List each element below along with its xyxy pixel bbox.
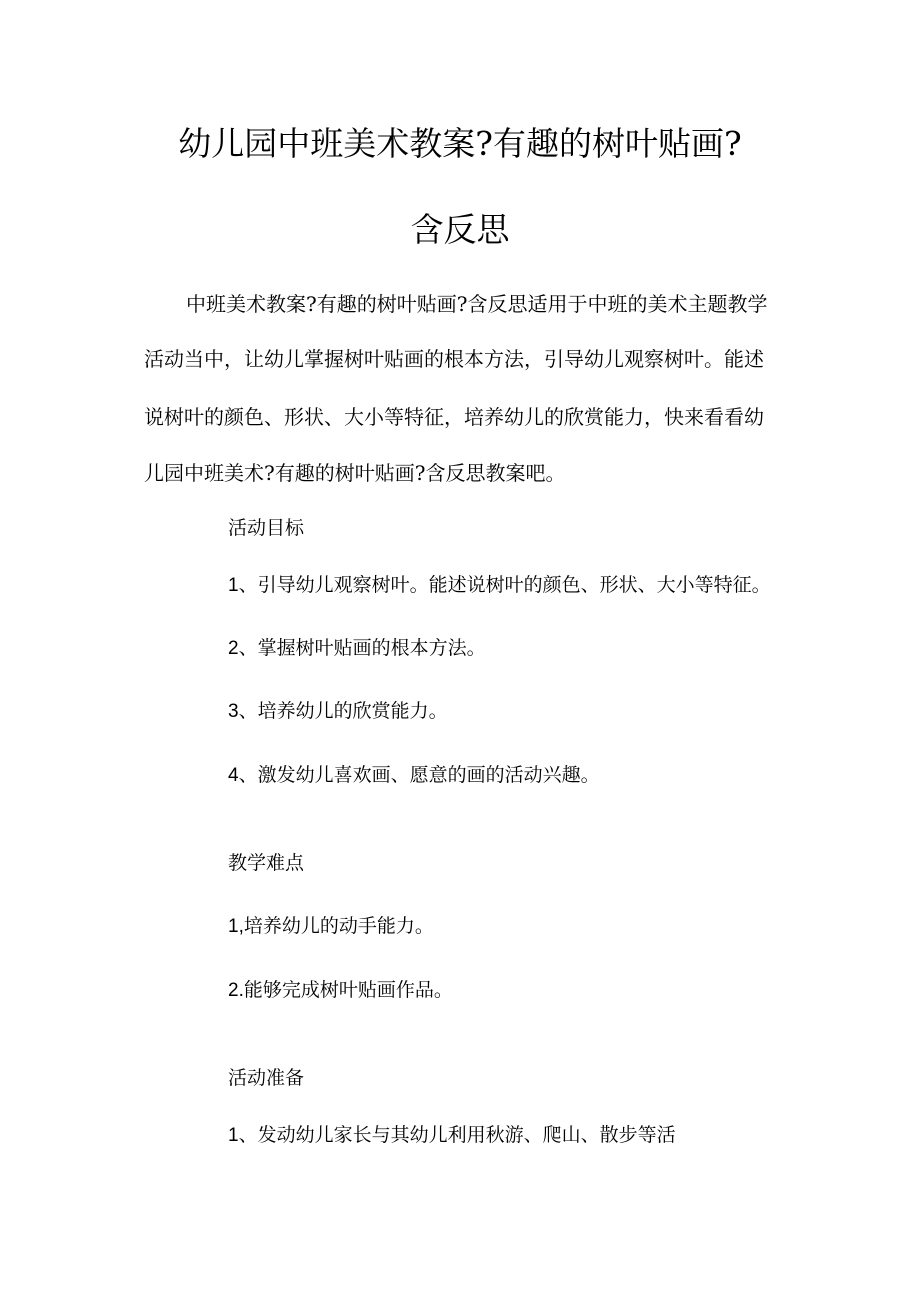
document-title-line-2: 含反思 [410, 210, 510, 249]
item-text: 、引导幼儿观察树叶。能述说树叶的颜色、形状、大小等特征。 [238, 574, 771, 596]
item-text: 、激发幼儿喜欢画、愿意的画的活动兴趣。 [238, 764, 600, 786]
objective-item-4 [228, 762, 600, 789]
intro-paragraph-line-2: 活动当中，让幼儿掌握树叶贴画的根本方法，引导幼儿观察树叶。能述 [144, 347, 764, 371]
section-heading-difficulties: 教学难点 [228, 852, 305, 874]
item-number: 3 [228, 701, 239, 722]
item-text: 、掌握树叶贴画的根本方法。 [238, 637, 486, 659]
intro-paragraph-line-4: 儿园中班美术?有趣的树叶贴画?含反思教案吧。 [144, 461, 566, 485]
item-text: 、发动幼儿家长与其幼儿利用秋游、爬山、散步等活 [238, 1124, 676, 1146]
difficulty-item-2 [228, 977, 453, 1004]
intro-paragraph-line-3: 说树叶的颜色、形状、大小等特征，培养幼儿的欣赏能力，快来看看幼 [144, 405, 764, 429]
item-number: 2 [228, 638, 239, 659]
intro-paragraph-line-1: 中班美术教案?有趣的树叶贴画?含反思适用于中班的美术主题教学 [186, 292, 768, 316]
difficulty-item-1 [228, 913, 434, 940]
item-number: 1, [228, 916, 244, 937]
item-number: 4 [228, 765, 239, 786]
item-number: 2. [228, 980, 244, 1001]
objective-item-1 [228, 572, 771, 599]
section-heading-preparation: 活动准备 [228, 1067, 305, 1089]
preparation-item-1 [228, 1122, 676, 1149]
item-text: 、培养幼儿的欣赏能力。 [238, 700, 448, 722]
objective-item-2 [228, 635, 486, 662]
item-text: 培养幼儿的动手能力。 [243, 915, 434, 937]
item-number: 1 [228, 575, 239, 596]
section-heading-objectives: 活动目标 [228, 517, 305, 539]
item-text: 能够完成树叶贴画作品。 [243, 979, 453, 1001]
document-title-line-1: 幼儿园中班美术教案?有趣的树叶贴画? [178, 124, 742, 163]
item-number: 1 [228, 1125, 239, 1146]
objective-item-3 [228, 698, 448, 725]
